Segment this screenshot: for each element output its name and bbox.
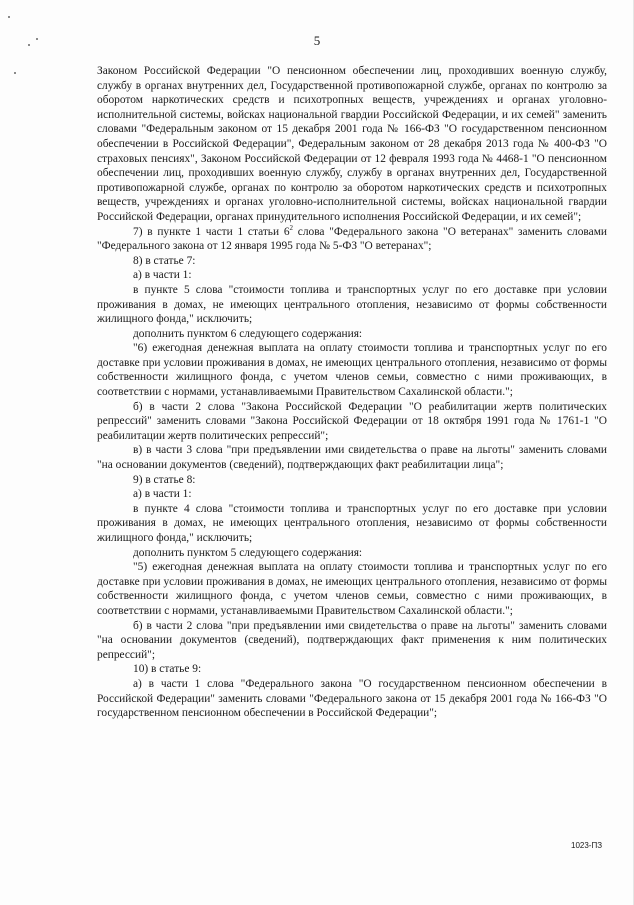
paragraph: дополнить пунктом 6 следующего содержания: bbox=[133, 327, 363, 340]
paragraph: 10) в статье 9: bbox=[133, 663, 202, 676]
paragraph: б) в части 2 слова "при предъявлении ими свидетельства о праве на льготы" заменить словами "на основании документов (сведений), подтверждающих факт применения к ним политических репрессий"; bbox=[97, 619, 607, 661]
scan-speck bbox=[14, 72, 16, 74]
paragraph: в пункте 5 слова "стоимости топлива и транспортных услуг по его доставке при условии проживания в домах, не имеющих центрального отопления, независимо от формы собственности жилищного фонда," исключить; bbox=[97, 283, 607, 326]
paragraph-text: слова "Федерального закона "О ветеранах" заменить словами "Федерального закона от 12 января 1995 года № 5-ФЗ "О ветеранах"; bbox=[97, 225, 607, 253]
document-body bbox=[97, 64, 607, 721]
paragraph-text: 7) в пункте 1 части 1 статьи 6 bbox=[133, 225, 290, 238]
paragraph bbox=[97, 225, 607, 254]
paragraph: а) в части 1: bbox=[133, 269, 192, 282]
paragraph: в) в части 3 слова "при предъявлении ими свидетельства о праве на льготы" заменить словами "на основании документов (сведений), подтверждающих факт реабилитации лица"; bbox=[97, 444, 607, 472]
paragraph: 9) в статье 8: bbox=[133, 473, 196, 486]
paragraph: 8) в статье 7: bbox=[133, 254, 196, 267]
paragraph: а) в части 1: bbox=[133, 488, 192, 501]
paragraph: а) в части 1 слова "Федерального закона "О государственном пенсионном обеспечении в Российской Федерации" заменить словами "Федерального закона от 15 декабря 2001 года № 166-ФЗ "О государственном пенсионном обеспечении в Российской Федерации"; bbox=[97, 677, 607, 720]
paragraph: б) в части 2 слова "Закона Российской Федерации "О реабилитации жертв политических репрессий" заменить словами "Закона Российской Федерации от 18 октября 1991 года № 1761-1 "О реабилитации жертв политических репрессий"; bbox=[97, 400, 607, 442]
paragraph: Законом Российской Федерации "О пенсионном обеспечении лиц, проходивших военную службу, службу в органах внутренних дел, Государственной противопожарной службе, органах по контролю за оборотом наркотических средств и психотропных веществ, учреждениях и органах уголовно-исполнительной системы, войсках национальной гвардии Российской Федерации, и их семей" заменить словами "Федеральным законом от 15 декабря 2001 года № 166-ФЗ "О государственном пенсионном обеспечении в Российской Федерации", Федеральным законом от 28 декабря 2013 года № 400-ФЗ "О страховых пенсиях", Законом Российской Федерации от 12 февраля 1993 года № 4468-1 "О пенсионном обеспечении лиц, проходивших военную службу, службу в органах внутренних дел, Государственной противопожарной службе, органах по контролю за оборотом наркотических средств и психотропных веществ, учреждениях и органах уголовно-исполнительной системы, войсках национальной гвардии Российской Федерации, органах принудительного исполнения Российской Федерации, и их семей"; bbox=[97, 65, 607, 223]
document-code: 1023-ПЗ bbox=[571, 841, 603, 850]
superscript: 2 bbox=[289, 223, 294, 232]
paragraph: "5) ежегодная денежная выплата на оплату стоимости топлива и транспортных услуг по его доставке при условии проживания в домах, не имеющих центрального отопления, независимо от формы собственности жилищного фонда, с учетом членов семьи, совместно с ними проживающих, в соответствии с нормами, устанавливаемыми Правительством Сахалинской области."; bbox=[97, 561, 607, 617]
paragraph: "6) ежегодная денежная выплата на оплату стоимости топлива и транспортных услуг по его доставке при условии проживания в домах, не имеющих центрального отопления, независимо от формы собственности жилищного фонда, с учетом членов семьи, совместно с ними проживающих, в соответствии с нормами, устанавливаемыми Правительством Сахалинской области."; bbox=[97, 342, 607, 399]
paragraph: в пункте 4 слова "стоимости топлива и транспортных услуг по его доставке при условии проживания в домах, не имеющих центрального отопления, независимо от формы собственности жилищного фонда," исключить; bbox=[97, 502, 607, 544]
paragraph: дополнить пунктом 5 следующего содержания: bbox=[133, 546, 363, 559]
scan-speck bbox=[8, 16, 10, 18]
page-number: 5 bbox=[313, 33, 321, 48]
